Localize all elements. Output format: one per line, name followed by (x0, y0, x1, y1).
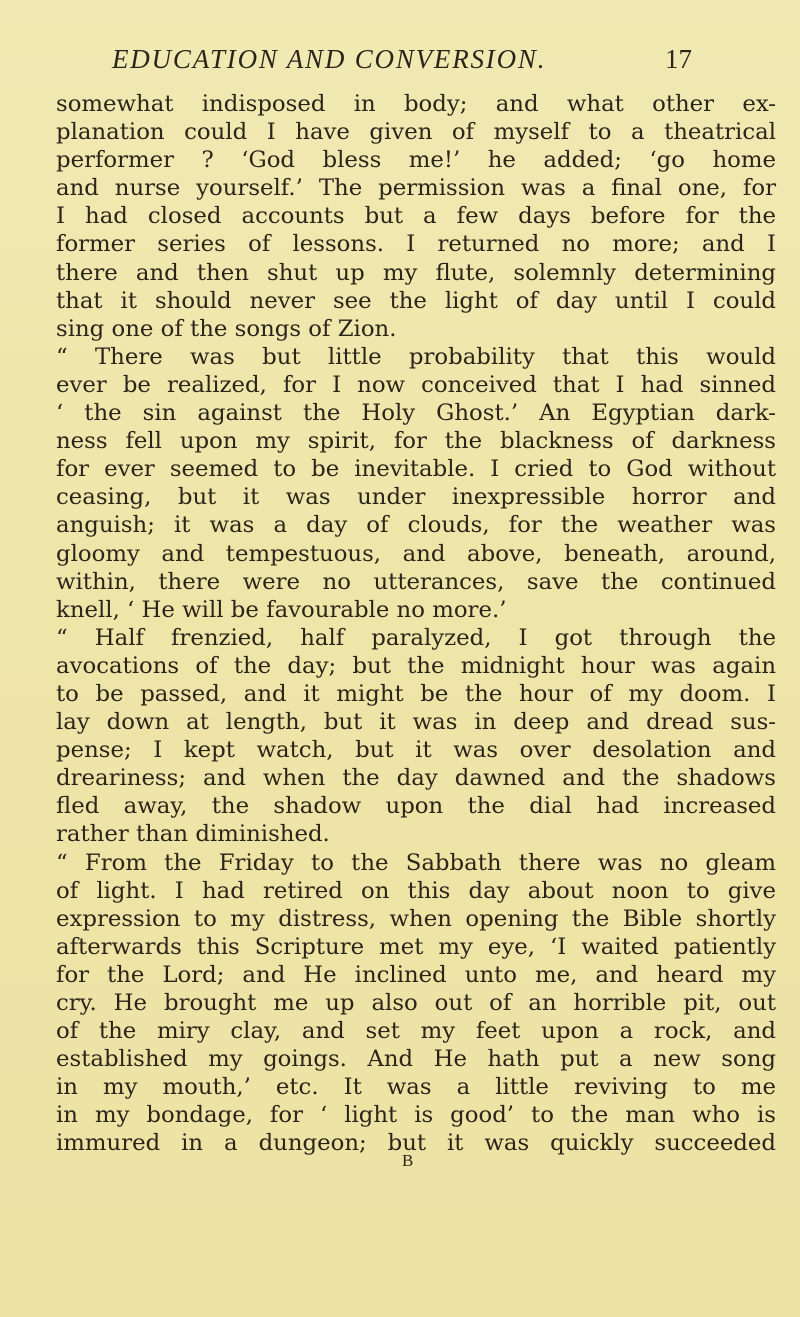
text-line: of light. I had retired on this day about noon to give (56, 877, 776, 904)
text-line: established my goings. And He hath put a new song (56, 1046, 776, 1073)
text-line: gloomy and tempestuous, and above, beneath, around, (56, 540, 776, 567)
text-line: for the Lord; and He inclined unto me, and heard my (56, 961, 776, 988)
page-number: 17 (665, 44, 692, 74)
text-line: there and then shut up my flute, solemnly determining (56, 259, 776, 286)
text-line: fled away, the shadow upon the dial had increased (56, 793, 776, 820)
text-line: ness fell upon my spirit, for the blackness of darkness (56, 428, 776, 455)
text-line: performer ? ‘God bless me!’ he added; ‘go home (56, 147, 776, 174)
text-line: “ From the Friday to the Sabbath there was no gleam (56, 849, 776, 876)
text-line: somewhat indisposed in body; and what other ex- (56, 91, 776, 117)
text-line: in my bondage, for ‘ light is good’ to the man who is (56, 1102, 776, 1129)
text-line: ever be realized, for I now conceived that I had sinned (56, 371, 776, 398)
text-line: in my mouth,’ etc. It was a little reviving to me (56, 1074, 776, 1101)
text-line: “ Half frenzied, half paralyzed, I got through the (56, 624, 776, 651)
text-line: immured in a dungeon; but it was quickly succeeded (56, 1130, 776, 1157)
text-line: that it should never see the light of day until I could (56, 287, 776, 314)
text-line: lay down at length, but it was in deep and dread sus- (56, 709, 776, 736)
page-header (112, 40, 692, 78)
text-line: avocations of the day; but the midnight hour was again (56, 652, 776, 679)
text-line: within, there were no utterances, save the continued (56, 568, 776, 595)
text-line: of the miry clay, and set my feet upon a rock, and (56, 1018, 776, 1045)
text-line: ‘ the sin against the Holy Ghost.’ An Egyptian dark- (56, 400, 776, 427)
text-line: for ever seemed to be inevitable. I cried to God without (56, 456, 776, 483)
signature-mark: B (402, 1151, 414, 1170)
text-line: pense; I kept watch, but it was over desolation and (56, 737, 776, 764)
text-line: rather than diminished. (56, 821, 330, 848)
text-line: cry. He brought me up also out of an horrible pit, out (56, 990, 776, 1016)
text-line: I had closed accounts but a few days before for the (56, 203, 776, 230)
text-line: sing one of the songs of Zion. (56, 315, 397, 342)
text-line: planation could I have given of myself to a theatrical (56, 119, 776, 146)
text-line: expression to my distress, when opening the Bible shortly (56, 905, 776, 932)
text-line: afterwards this Scripture met my eye, ‘I waited patiently (56, 933, 776, 960)
text-line: ceasing, but it was under inexpressible horror and (56, 484, 776, 511)
text-line: and nurse yourself.’ The permission was a final one, for (56, 175, 776, 202)
text-line: dreariness; and when the day dawned and the shadows (56, 765, 776, 792)
text-line: to be passed, and it might be the hour of my doom. I (56, 680, 776, 707)
text-line: former series of lessons. I returned no more; and I (56, 231, 776, 258)
running-head: EDUCATION AND CONVERSION. (112, 44, 547, 74)
text-line: “ There was but little probability that this would (56, 343, 776, 370)
text-line: anguish; it was a day of clouds, for the weather was (56, 512, 776, 539)
text-line: knell, ‘ He will be favourable no more.’ (56, 596, 507, 623)
body-text (56, 90, 776, 1158)
